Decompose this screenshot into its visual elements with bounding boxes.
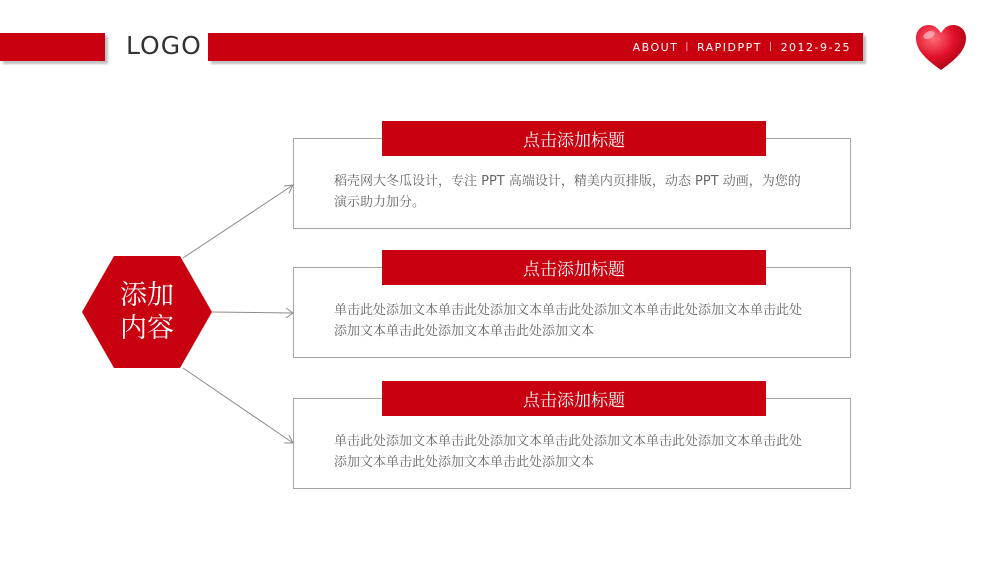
nav-rapidppt[interactable]: RAPIDPPT [696,40,763,54]
hub-label-line1: 添加 [120,280,174,311]
box-title-1[interactable]: 点击添加标题 [382,121,766,156]
connector-line-3 [183,368,293,443]
connector-line-1 [183,185,293,258]
hub-label [82,256,212,368]
nav-separator: | [685,42,690,52]
nav-separator: | [769,42,774,52]
connector-line-2 [212,312,293,313]
nav-date: 2012-9-25 [780,40,851,54]
box-text-1[interactable]: 稻壳网大冬瓜设计，专注 PPT 高端设计，精美内页排版，动态 PPT 动画，为您的演示助力加分。 [334,174,801,210]
nav-about[interactable]: ABOUT [632,40,679,54]
box-title-3[interactable]: 点击添加标题 [382,381,766,416]
box-title-2[interactable]: 点击添加标题 [382,250,766,285]
box-text-3[interactable]: 单击此处添加文本单击此处添加文本单击此处添加文本单击此处添加文本单击此处添加文本单击此处添加文本单击此处添加文本 [334,434,803,470]
hub-label-line2: 内容 [120,313,174,344]
logo: LOGO [126,31,202,60]
box-text-2[interactable]: 单击此处添加文本单击此处添加文本单击此处添加文本单击此处添加文本单击此处添加文本单击此处添加文本单击此处添加文本 [334,303,803,339]
